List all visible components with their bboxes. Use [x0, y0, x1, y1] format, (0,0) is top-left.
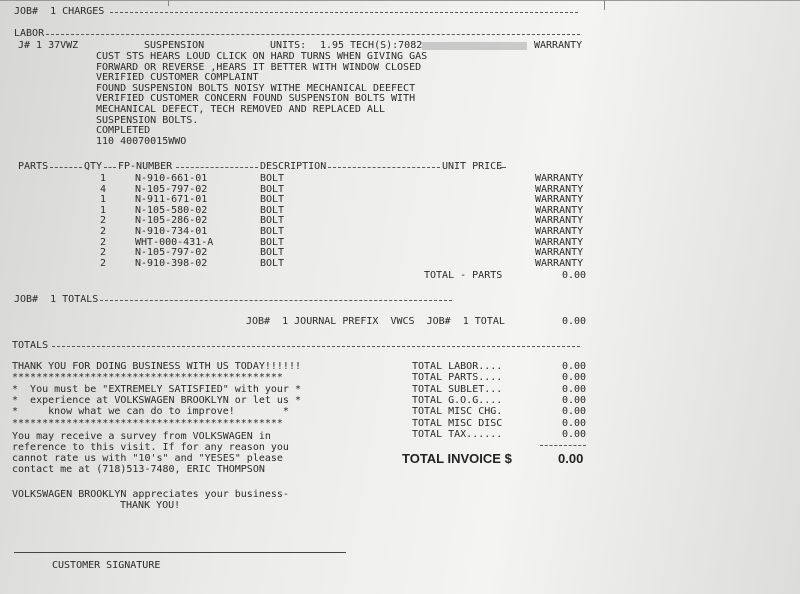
part-description: BOLT [260, 226, 285, 237]
labor-label: LABOR [14, 28, 45, 39]
customer-signature-label: CUSTOMER SIGNATURE [52, 560, 161, 571]
part-qty: 2 [100, 226, 107, 237]
totals-label: TOTALS [12, 340, 49, 351]
signature-line [14, 552, 346, 553]
part-qty: 1 [100, 194, 107, 206]
top-tick [168, 0, 169, 6]
thank-you-line: THANK YOU FOR DOING BUSINESS WITH US TODAY!!!!!! [12, 361, 301, 372]
job-totals-label: JOB# 1 TOTALS [14, 294, 99, 305]
rule [50, 167, 82, 168]
labor-line: VERIFIED CUSTOMER COMPLAINT [96, 72, 259, 84]
rule [328, 167, 440, 168]
journal-total-value: 0.00 [562, 316, 587, 327]
summary-label: TOTAL SUBLET... [412, 383, 503, 395]
summary-value: 0.00 [562, 428, 587, 440]
part-number: N-105-286-02 [135, 215, 208, 227]
part-qty: 2 [100, 215, 107, 227]
part-qty: 2 [100, 236, 107, 248]
stars-line: ********************************************* [12, 372, 283, 383]
total-parts-label: TOTAL - PARTS [424, 270, 503, 281]
part-number: WHT-000-431-A [135, 236, 214, 248]
summary-value: 0.00 [562, 394, 587, 406]
labor-line: SUSPENSION BOLTS. [96, 114, 199, 126]
parts-header-unit-price: UNIT PRICE [442, 161, 503, 172]
summary-value: 0.00 [562, 361, 587, 372]
part-price: WARRANTY [535, 173, 584, 184]
satisfaction-line: * You must be "EXTREMELY SATISFIED" with your * [12, 384, 301, 395]
parts-header-description: DESCRIPTION [260, 161, 327, 172]
summary-label: TOTAL MISC CHG. [412, 406, 503, 418]
part-qty: 4 [100, 183, 107, 195]
summary-value: 0.00 [562, 406, 587, 418]
part-qty: 1 [100, 204, 107, 216]
part-price: WARRANTY [535, 247, 584, 259]
job-charges-label: JOB# 1 CHARGES [14, 6, 105, 17]
part-description: BOLT [260, 173, 285, 184]
survey-line: contact me at (718)513-7480, ERIC THOMPSON [12, 464, 265, 475]
parts-header-fp-number: FP-NUMBER [118, 161, 173, 172]
labor-type: SUSPENSION [144, 40, 205, 51]
part-description: BOLT [260, 183, 285, 195]
rule [110, 12, 578, 13]
rule [52, 346, 580, 347]
stars-line: ********************************************* [12, 418, 283, 429]
rule [176, 167, 258, 168]
appreciate-line: VOLKSWAGEN BROOKLYN appreciates your business- [12, 489, 289, 500]
total-parts-value: 0.00 [562, 270, 587, 281]
labor-job-id: J# 1 37VWZ [18, 40, 79, 51]
part-price: WARRANTY [535, 204, 584, 216]
summary-label: TOTAL MISC DISC [412, 417, 503, 429]
rule [104, 167, 116, 168]
labor-line: COMPLETED [96, 125, 151, 137]
satisfaction-line: * know what we can do to improve! * [12, 406, 289, 417]
part-qty: 2 [100, 247, 107, 259]
part-number: N-910-734-01 [135, 226, 208, 237]
labor-line: VERIFIED CUSTOMER CONCERN FOUND SUSPENSION BOLTS WITH [96, 93, 416, 105]
part-price: WARRANTY [535, 257, 584, 269]
labor-warranty: WARRANTY [534, 40, 583, 51]
units-value: 1.95 [320, 40, 345, 51]
part-price: WARRANTY [535, 215, 584, 227]
summary-label: TOTAL G.O.G.... [412, 394, 503, 406]
parts-header-parts: PARTS [18, 161, 49, 172]
part-description: BOLT [260, 236, 285, 248]
part-number: N-911-671-01 [135, 194, 208, 206]
part-description: BOLT [260, 194, 285, 206]
part-number: N-105-580-02 [135, 204, 208, 216]
part-number: N-910-398-02 [135, 257, 208, 269]
survey-line: You may receive a survey from VOLKSWAGEN in [12, 431, 271, 442]
part-number: N-105-797-02 [135, 183, 208, 195]
summary-label: TOTAL LABOR.... [412, 361, 503, 372]
total-invoice-value: 0.00 [558, 451, 584, 466]
part-description: BOLT [260, 204, 285, 216]
rule [540, 445, 586, 446]
part-description: BOLT [260, 215, 285, 227]
journal-line: JOB# 1 JOURNAL PREFIX VWCS JOB# 1 TOTAL [246, 316, 505, 327]
parts-header-qty: QTY [84, 161, 103, 172]
part-price: WARRANTY [535, 226, 584, 237]
part-price: WARRANTY [535, 194, 584, 206]
top-edge [0, 0, 800, 1]
part-qty: 1 [100, 173, 107, 184]
rule [500, 167, 506, 168]
rule [46, 34, 580, 35]
labor-line: MECHANICAL DEFECT, TECH REMOVED AND REPLACED ALL [96, 104, 385, 115]
labor-line: FORWARD OR REVERSE ,HEARS IT BETTER WITH WINDOW CLOSED [96, 61, 422, 73]
rule [100, 300, 452, 301]
survey-line: reference to this visit. If for any reason you [12, 442, 289, 453]
part-number: N-105-797-02 [135, 247, 208, 259]
summary-label: TOTAL PARTS.... [412, 372, 503, 384]
labor-line: CUST STS HEARS LOUD CLICK ON HARD TURNS WHEN GIVING GAS [96, 51, 428, 62]
tech-id: TECH(S):7082 [350, 40, 423, 51]
total-invoice-label: TOTAL INVOICE $ [402, 451, 512, 466]
part-description: BOLT [260, 257, 285, 269]
part-description: BOLT [260, 247, 285, 259]
survey-line: cannot rate us with "10's" and "YESES" please [12, 453, 283, 464]
summary-label: TOTAL TAX...... [412, 428, 503, 440]
part-price: WARRANTY [535, 236, 584, 248]
redacted-block [422, 42, 527, 50]
part-qty: 2 [100, 257, 107, 269]
summary-value: 0.00 [562, 383, 587, 395]
top-tick [604, 0, 605, 10]
part-price: WARRANTY [535, 183, 584, 195]
labor-line: 110 40070015WWO [96, 135, 187, 147]
satisfaction-line: * experience at VOLKSWAGEN BROOKLYN or let us * [12, 395, 301, 406]
summary-value: 0.00 [562, 417, 587, 429]
units-label: UNITS: [270, 40, 307, 51]
thanks-line: THANK YOU! [120, 500, 181, 511]
summary-value: 0.00 [562, 372, 587, 384]
part-number: N-910-661-01 [135, 173, 208, 184]
labor-line: FOUND SUSPENSION BOLTS NOISY WITHE MECHANICAL DEEFECT [96, 82, 416, 94]
